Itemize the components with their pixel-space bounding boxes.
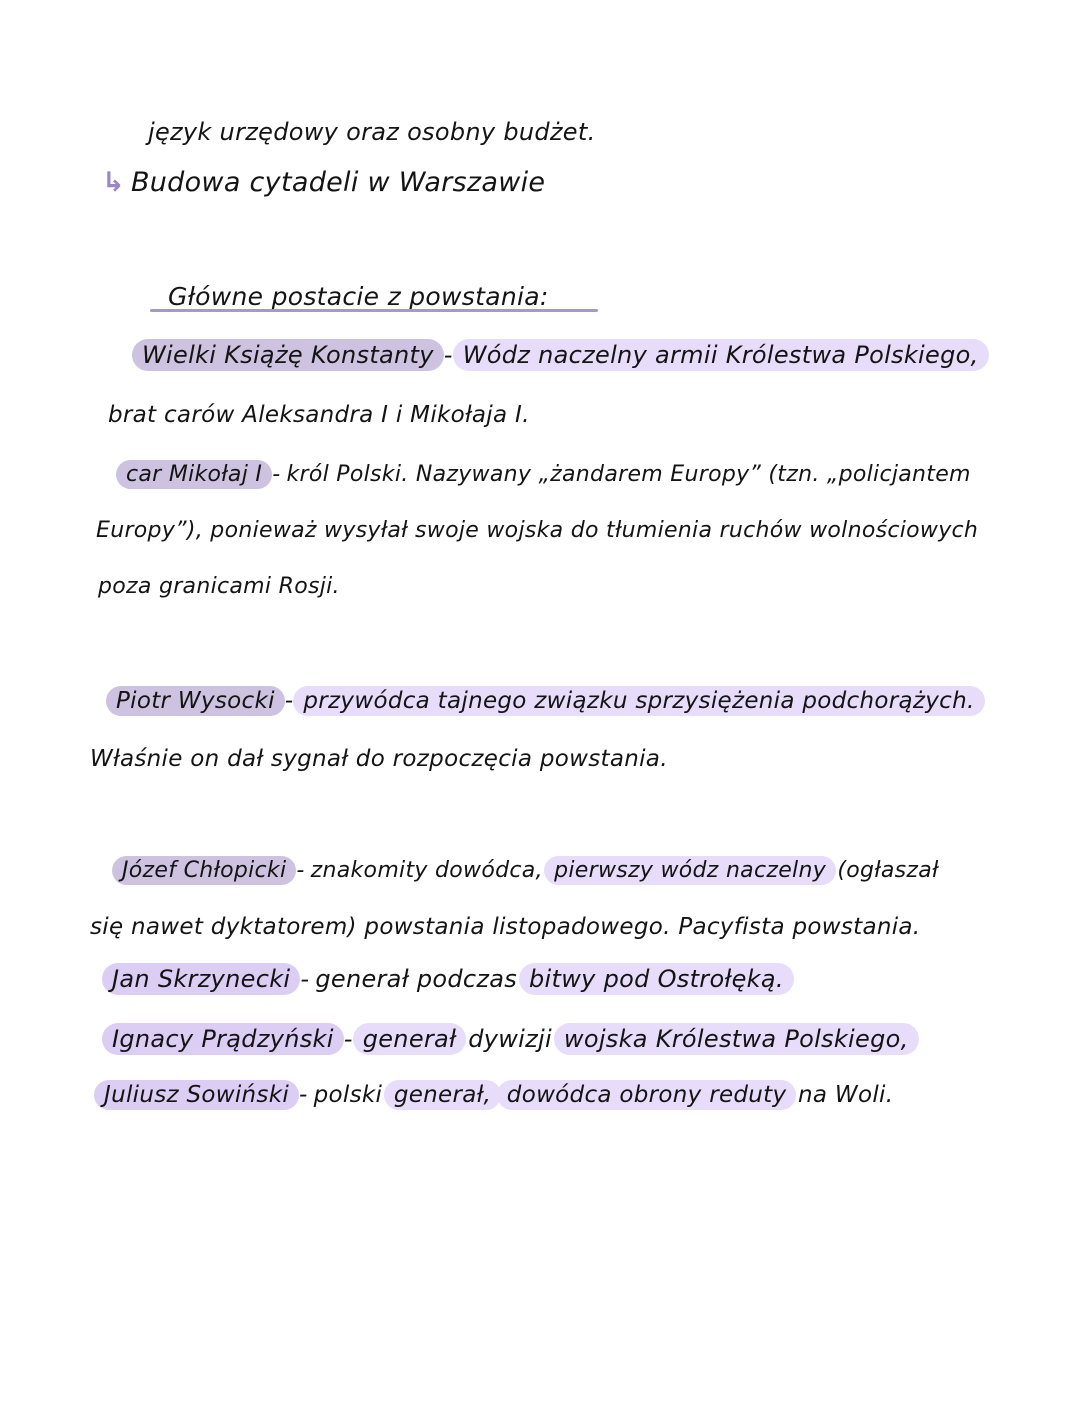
text-line — [102, 166, 545, 200]
entry-pradzynski — [108, 1022, 913, 1056]
entry-text: (ogłaszał — [837, 858, 939, 883]
entry-chlopicki — [118, 854, 939, 888]
line-text: poza granicami Rosji. — [98, 574, 340, 599]
entry-sowinski — [100, 1078, 893, 1112]
text-line — [98, 570, 340, 604]
line-text: brat carów Aleksandra I i Mikołaja I. — [108, 402, 530, 428]
text-line — [96, 514, 978, 548]
entry-text: król Polski. Nazywany „żandarem Europy” (tzn. „policjantem — [286, 462, 971, 487]
highlighted-text: pierwszy wódz naczelny — [544, 856, 836, 885]
line-text: Właśnie on dał sygnał do rozpoczęcia powstania. — [90, 746, 668, 772]
entry-wysocki — [112, 684, 979, 718]
highlighted-text: przywódca tajnego związku sprzysiężenia podchorążych. — [293, 686, 984, 716]
highlighted-text: Wódz naczelny armii Królestwa Polskiego, — [453, 339, 989, 371]
dash: - — [272, 462, 281, 487]
heading-text: Główne postacie z powstania: — [168, 282, 549, 311]
highlighted-name: Ignacy Prądzyński — [102, 1023, 344, 1055]
highlighted-text: bitwy pod Ostrołęką. — [519, 963, 794, 995]
dash: - — [343, 1025, 353, 1053]
dash: - — [284, 688, 294, 714]
highlighted-name: Juliusz Sowiński — [94, 1080, 299, 1110]
entry-text: dywizji — [468, 1025, 552, 1053]
entry-skrzynecki — [108, 962, 788, 996]
dash: - — [300, 965, 310, 993]
dash: - — [299, 1082, 308, 1108]
text-line — [90, 742, 668, 776]
line-text: Budowa cytadeli w Warszawie — [130, 167, 546, 198]
highlighted-name: Józef Chłopicki — [112, 856, 296, 885]
heading-underline — [150, 309, 598, 312]
text-line — [108, 398, 530, 432]
text-line — [90, 910, 920, 944]
return-arrow-icon: ↳ — [102, 167, 125, 198]
entry-text: znakomity dowódca, — [310, 858, 543, 883]
entry-text: generał podczas — [315, 965, 518, 993]
highlighted-name: Piotr Wysocki — [106, 686, 285, 716]
line-text: się nawet dyktatorem) powstania listopadowego. Pacyfista powstania. — [90, 914, 921, 940]
line-text: Europy”), ponieważ wysyłał swoje wojska do tłumienia ruchów wolnościowych — [96, 518, 979, 543]
highlighted-text: generał — [353, 1023, 467, 1055]
entry-text: polski — [313, 1082, 383, 1108]
line-text: język urzędowy oraz osobny budżet. — [148, 118, 596, 146]
text-line — [148, 115, 596, 149]
highlighted-text: generał, — [384, 1080, 501, 1110]
entry-mikolaj — [122, 458, 971, 492]
highlighted-name: car Mikołaj I — [116, 460, 272, 489]
entry-text: na Woli. — [798, 1082, 894, 1108]
dash: - — [296, 858, 305, 883]
dash: - — [443, 341, 453, 369]
highlighted-name: Wielki Książę Konstanty — [132, 339, 444, 371]
highlighted-name: Jan Skrzynecki — [102, 963, 300, 995]
highlighted-text: wojska Królestwa Polskiego, — [554, 1023, 919, 1055]
highlighted-text: dowódca obrony reduty — [497, 1080, 797, 1110]
entry-konstanty — [138, 338, 983, 372]
